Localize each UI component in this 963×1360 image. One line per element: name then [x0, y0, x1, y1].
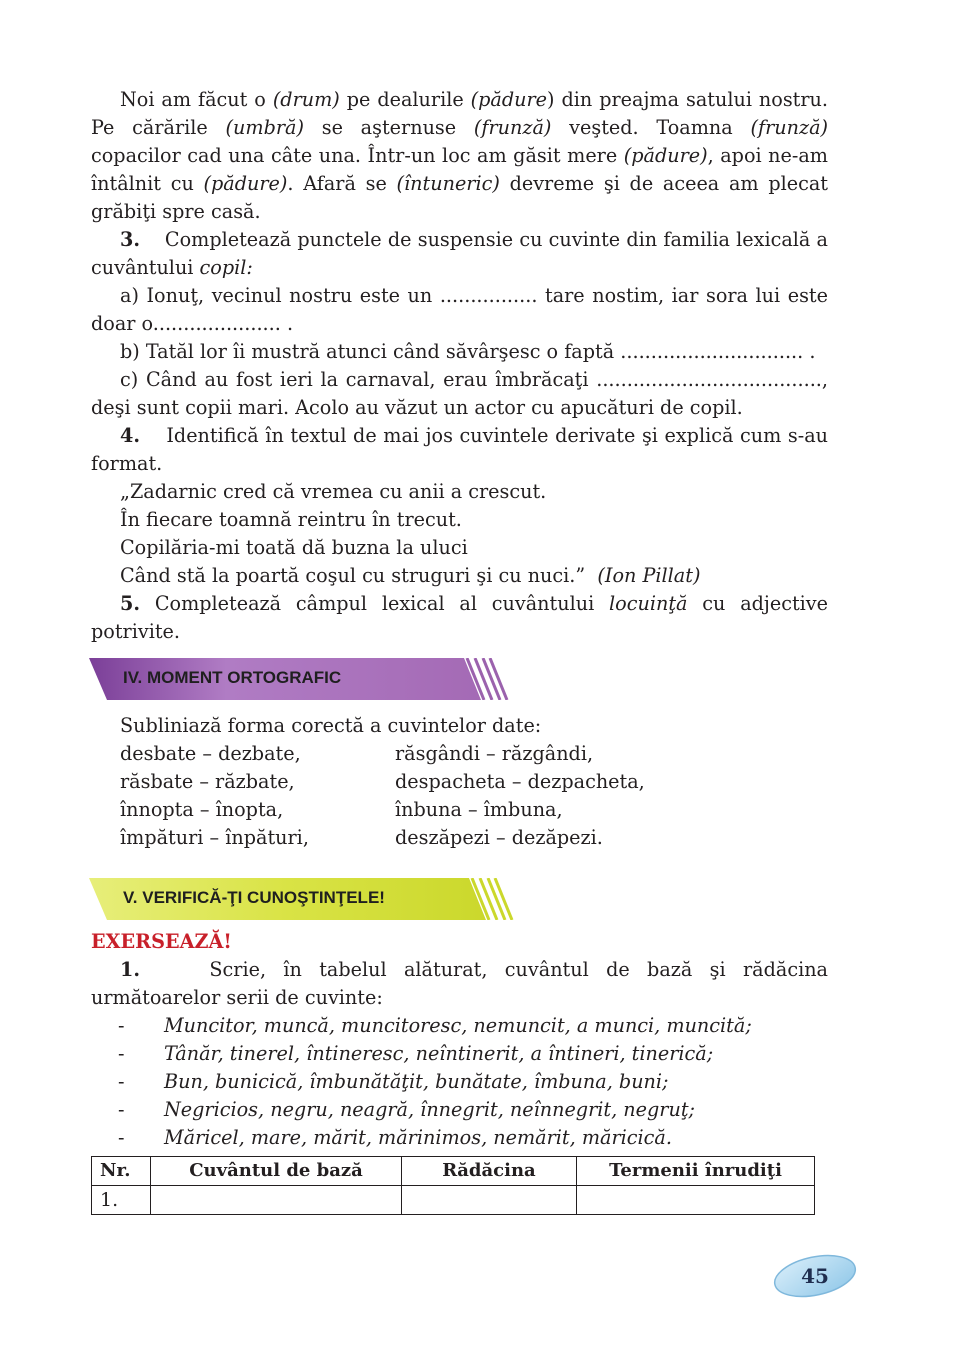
exercise-5-text-end: cu adjective potrivite. [91, 592, 829, 643]
intro-text: se aşternuse [303, 116, 474, 139]
table-header-base-word: Cuvântul de bază [151, 1157, 402, 1186]
spelling-pair: înnopta – înopta, [120, 798, 284, 821]
exercise-1-number: 1. [120, 958, 141, 981]
intro-italic-word: (frunză) [750, 116, 828, 139]
intro-text: copacilor cad una câte una. Într-un loc am găsit mere [91, 144, 624, 167]
exercise-5-number: 5. [120, 592, 141, 615]
list-dash: - [118, 1014, 125, 1037]
word-series-text: Tânăr, tinerel, întineresc, neîntinerit, a întineri, tinerică; [164, 1042, 714, 1065]
intro-text: Noi am făcut o [120, 88, 273, 111]
list-dash: - [118, 1070, 125, 1093]
exercise-3-item-b: b) Tatăl lor îi mustră atunci când săvârşesc o faptă .............................. . [120, 340, 816, 363]
word-series [91, 1124, 828, 1152]
section-4-title: IV. MOMENT ORTOGRAFIC [123, 668, 342, 687]
exercise-4-number: 4. [120, 424, 141, 447]
exercise-3-text: Completează punctele de suspensie cu cuvinte din familia lexicală a cuvântului [91, 228, 828, 279]
poem-line: „Zadarnic cred că vremea cu anii a crescut. [120, 480, 547, 503]
spelling-pair-row [120, 824, 828, 852]
intro-text: , apoi ne-am întâlnit cu [91, 144, 828, 195]
exercise-1-text: Scrie, în tabelul alăturat, cuvântul de bază şi rădăcina următoarelor serii de cuvinte: [91, 958, 829, 1009]
exercise-5-text: Completează câmpul lexical al cuvântului [140, 592, 610, 615]
table-cell-related-terms[interactable] [577, 1186, 815, 1215]
page-number-badge [772, 1253, 858, 1299]
list-dash: - [118, 1098, 125, 1121]
intro-italic-word: (drum) [272, 88, 340, 111]
word-series [91, 1068, 828, 1096]
exerseaza-heading: EXERSEAZĂ! [91, 930, 232, 953]
word-family-table [91, 1156, 815, 1215]
spelling-pair: desbate – dezbate, [120, 742, 301, 765]
intro-text: devreme şi de aceea am plecat grăbiţi spre casă. [91, 172, 828, 223]
poem-line: Când stă la poartă coşul cu struguri şi cu nuci.” [120, 564, 598, 587]
word-series-text: Negricios, negru, neagră, înnegrit, neînnegrit, negruţ; [164, 1098, 696, 1121]
exercise-3-item-a: a) Ionuţ, vecinul nostru este un ................ tare nostim, iar sora lui este doar o..................... . [91, 284, 828, 335]
table-cell-root[interactable] [402, 1186, 577, 1215]
page-content [91, 86, 828, 1215]
section-4-instruction: Subliniază forma corectă a cuvintelor date: [120, 714, 542, 737]
poem-line-last [91, 562, 828, 590]
spelling-pair: deszăpezi – dezăpezi. [395, 826, 603, 849]
list-dash: - [118, 1042, 125, 1065]
spelling-pair: despacheta – dezpacheta, [395, 770, 645, 793]
word-series [91, 1096, 828, 1124]
exercise-3-word: copil: [199, 256, 253, 279]
word-series-text: Măricel, mare, mărit, mărinimos, nemărit, măricică. [164, 1126, 672, 1149]
exercise-3-statement [91, 226, 828, 282]
spelling-pair-row [120, 768, 828, 796]
list-dash: - [118, 1126, 125, 1149]
intro-text: veşted. Toamna [551, 116, 751, 139]
intro-text: pe dealurile [339, 88, 471, 111]
exercise-1-statement [91, 956, 828, 1012]
spelling-pairs [91, 712, 828, 852]
spelling-pair: împături – înpături, [120, 826, 309, 849]
word-series-text: Bun, bunicică, îmbunătăţit, bunătate, îmbuna, buni; [164, 1070, 669, 1093]
table-cell-nr: 1. [92, 1186, 151, 1215]
poem-line: Copilăria-mi toată dă buzna la uluci [120, 536, 468, 559]
intro-italic-word: (pădure) [623, 144, 708, 167]
intro-italic-word: (întuneric) [396, 172, 500, 195]
table-header-root: Rădăcina [402, 1157, 577, 1186]
intro-italic-word: (umbră) [225, 116, 304, 139]
section-4-banner [89, 658, 828, 700]
table-header-row [92, 1157, 815, 1186]
spelling-pair-row [120, 740, 828, 768]
exercise-3-item-c: c) Când au fost ieri la carnaval, erau îmbrăcaţi ....................................., deşi sunt copii mari. Acolo au văzut un actor cu apucături de copil. [91, 368, 828, 419]
spelling-pair: răsgândi – răzgândi, [395, 742, 594, 765]
intro-italic-word: (frunză) [473, 116, 552, 139]
table-header-related-terms: Termenii înrudiţi [577, 1157, 815, 1186]
poem-author: (Ion Pillat) [597, 564, 701, 587]
table-header-nr: Nr. [92, 1157, 151, 1186]
spelling-pair-row [120, 796, 828, 824]
intro-italic-word: (pădure) [203, 172, 288, 195]
intro-paragraph [91, 86, 828, 226]
poem-line: În fiecare toamnă reintru în trecut. [120, 508, 462, 531]
table-row [92, 1186, 815, 1215]
intro-italic-word: (pădure [470, 88, 548, 111]
section-5-title: V. VERIFICĂ-ŢI CUNOŞTINŢELE! [123, 888, 385, 907]
spelling-pair: răsbate – răzbate, [120, 770, 295, 793]
exercise-4-statement [91, 422, 828, 478]
spelling-pair: înbuna – îmbuna, [395, 798, 563, 821]
exercise-5-statement [91, 590, 828, 646]
table-cell-base-word[interactable] [151, 1186, 402, 1215]
word-series-text: Muncitor, muncă, muncitoresc, nemuncit, a munci, muncită; [164, 1014, 752, 1037]
section-5-banner [89, 878, 828, 920]
word-series [91, 1040, 828, 1068]
word-series [91, 1012, 828, 1040]
exercise-3-number: 3. [120, 228, 141, 251]
page-number: 45 [801, 1264, 829, 1288]
exercise-5-word: locuinţă [609, 592, 688, 615]
intro-text: . Afară se [287, 172, 397, 195]
intro-text: ) din preajma satului nostru. Pe cărările [91, 88, 829, 139]
exercise-4-text: Identifică în textul de mai jos cuvintele derivate şi explică cum s-au format. [91, 424, 828, 475]
